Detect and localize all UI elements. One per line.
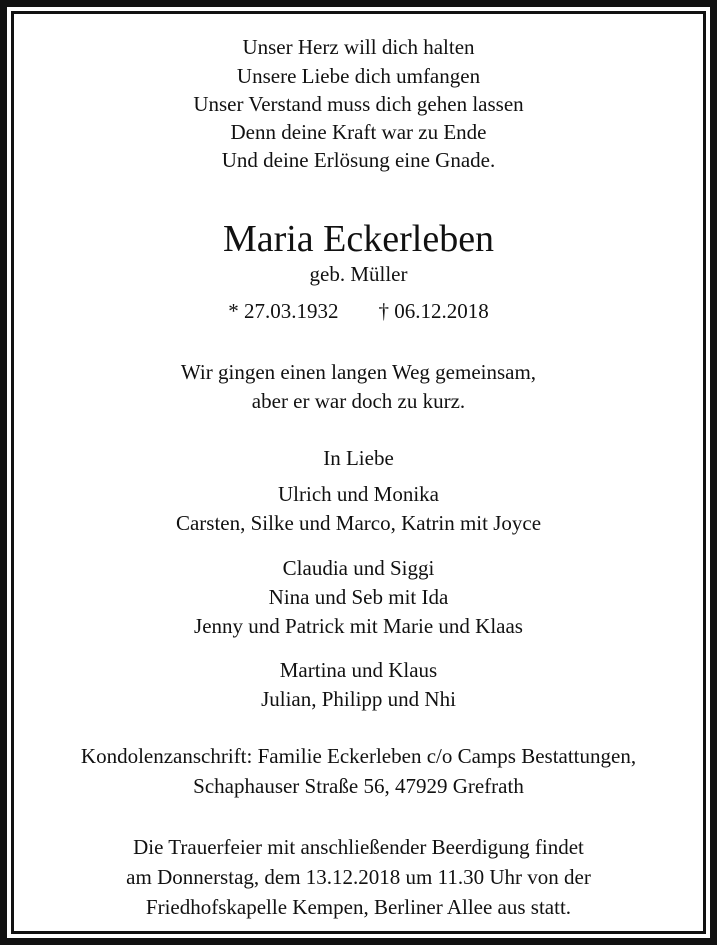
deceased-name: Maria Eckerleben — [222, 218, 495, 260]
family-line: Carsten, Silke und Marco, Katrin mit Joyce — [175, 511, 542, 535]
family-line: Ulrich und Monika — [278, 482, 439, 506]
poem-line: Denn deine Kraft war zu Ende — [230, 120, 487, 144]
death-date: † 06.12.2018 — [378, 299, 489, 323]
quote-line: aber er war doch zu kurz. — [251, 389, 466, 413]
funeral-info: am Donnerstag, dem 13.12.2018 um 11.30 Uhr von der — [126, 865, 591, 889]
poem-line: Unser Verstand muss dich gehen lassen — [193, 92, 524, 116]
poem-line: Unser Herz will dich halten — [242, 35, 475, 59]
maiden-name: geb. Müller — [309, 262, 408, 286]
family-line: Jenny und Patrick mit Marie und Klaas — [194, 614, 523, 638]
family-line: Claudia und Siggi — [282, 556, 435, 580]
family-line: Martina und Klaus — [279, 658, 438, 682]
funeral-info: Friedhofskapelle Kempen, Berliner Allee aus statt. — [145, 895, 572, 919]
family-line: Julian, Philipp und Nhi — [261, 687, 456, 711]
funeral-info: Die Trauerfeier mit anschließender Beerdigung findet — [133, 835, 584, 859]
in-love-label: In Liebe — [323, 446, 394, 470]
poem-line: Und deine Erlösung eine Gnade. — [221, 148, 496, 172]
life-dates — [0, 297, 717, 325]
condolence-address: Schaphauser Straße 56, 47929 Grefrath — [193, 774, 524, 798]
poem-line: Unsere Liebe dich umfangen — [236, 64, 481, 88]
family-line: Nina und Seb mit Ida — [268, 585, 449, 609]
birth-date: * 27.03.1932 — [228, 299, 339, 323]
quote-line: Wir gingen einen langen Weg gemeinsam, — [180, 360, 537, 384]
condolence-address: Kondolenzanschrift: Familie Eckerleben c/o Camps Bestattungen, — [80, 744, 637, 768]
